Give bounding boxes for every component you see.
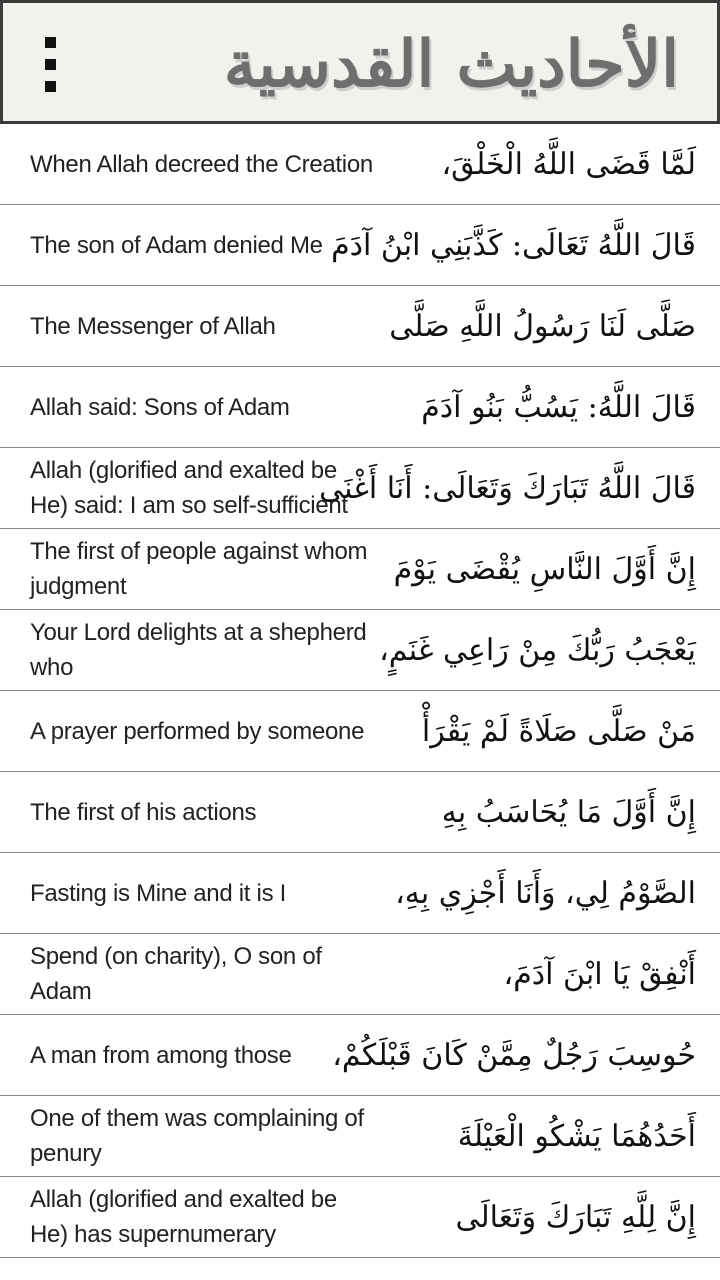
hadith-arabic-title: صَلَّى لَنَا رَسُولُ اللَّهِ صَلَّى <box>389 308 696 344</box>
hadith-english-title: When Allah decreed the Creation <box>30 150 373 178</box>
hadith-english-title: The first of people against whom judgment <box>30 538 368 600</box>
hadith-english-title: A man from among those <box>30 1041 292 1069</box>
hadith-list-item[interactable] <box>0 610 720 691</box>
hadith-arabic-title: قَالَ اللَّهُ تَعَالَى: كَذَّبَنِي ابْنُ آدَمَ <box>331 227 696 263</box>
hadith-list-item[interactable] <box>0 124 720 205</box>
hadith-english-title: Your Lord delights at a shepherd who <box>30 619 367 681</box>
menu-dot <box>45 59 56 70</box>
hadith-list-item[interactable] <box>0 529 720 610</box>
hadith-list-item[interactable] <box>0 934 720 1015</box>
hadith-list-item[interactable] <box>0 1015 720 1096</box>
hadith-list-item[interactable] <box>0 367 720 448</box>
hadith-arabic-title: الصَّوْمُ لِي، وَأَنَا أَجْزِي بِهِ، <box>395 875 696 911</box>
hadith-english-title: Spend (on charity), O son of Adam <box>30 943 322 1005</box>
hadith-arabic-title: لَمَّا قَضَى اللَّهُ الْخَلْقَ، <box>441 146 696 182</box>
hadith-arabic-title: أَحَدُهُمَا يَشْكُو الْعَيْلَةَ <box>457 1118 696 1154</box>
hadith-english-title: Allah (glorified and exalted be He) said: I am so self-sufficient <box>30 457 348 519</box>
hadith-english-title: Fasting is Mine and it is I <box>30 879 287 907</box>
hadith-english-title: Allah said: Sons of Adam <box>30 393 290 421</box>
hadith-english-title: Allah (glorified and exalted be He) has supernumerary <box>30 1186 337 1248</box>
hadith-arabic-title: يَعْجَبُ رَبُّكَ مِنْ رَاعِي غَنَمٍ، <box>379 632 696 668</box>
hadith-english-title: The Messenger of Allah <box>30 312 276 340</box>
hadith-list-item[interactable] <box>0 286 720 367</box>
menu-dot <box>45 81 56 92</box>
hadith-list-item[interactable] <box>0 1096 720 1177</box>
hadith-list-item[interactable] <box>0 772 720 853</box>
app-title: الأحاديث القدسية <box>223 27 679 102</box>
hadith-english-title: The son of Adam denied Me <box>30 231 323 259</box>
hadith-list-item[interactable] <box>0 691 720 772</box>
hadith-list-item[interactable] <box>0 448 720 529</box>
hadith-list-item[interactable] <box>0 853 720 934</box>
hadith-list <box>0 124 720 1258</box>
hadith-english-title: One of them was complaining of penury <box>30 1105 364 1167</box>
hadith-list-item[interactable] <box>0 1177 720 1258</box>
hadith-arabic-title: أَنْفِقْ يَا ابْنَ آدَمَ، <box>503 956 696 992</box>
app-header <box>0 0 720 124</box>
hadith-arabic-title: إِنَّ أَوَّلَ النَّاسِ يُقْضَى يَوْمَ <box>393 551 696 587</box>
hadith-arabic-title: قَالَ اللَّهُ تَبَارَكَ وَتَعَالَى: أَنَا أَغْنَى <box>319 470 696 506</box>
hadith-english-title: The first of his actions <box>30 798 257 826</box>
hadith-english-title: A prayer performed by someone <box>30 717 365 745</box>
hadith-arabic-title: قَالَ اللَّهُ: يَسُبُّ بَنُو آدَمَ <box>421 389 696 425</box>
hadith-list-item[interactable] <box>0 205 720 286</box>
hadith-arabic-title: إِنَّ لِلَّهِ تَبَارَكَ وَتَعَالَى <box>455 1199 696 1235</box>
hadith-arabic-title: حُوسِبَ رَجُلٌ مِمَّنْ كَانَ قَبْلَكُمْ، <box>332 1037 696 1073</box>
hadith-arabic-title: إِنَّ أَوَّلَ مَا يُحَاسَبُ بِهِ <box>441 794 696 830</box>
vertical-dots-icon[interactable] <box>39 35 63 99</box>
menu-dot <box>45 37 56 48</box>
hadith-arabic-title: مَنْ صَلَّى صَلَاةً لَمْ يَقْرَأْ <box>421 713 696 749</box>
